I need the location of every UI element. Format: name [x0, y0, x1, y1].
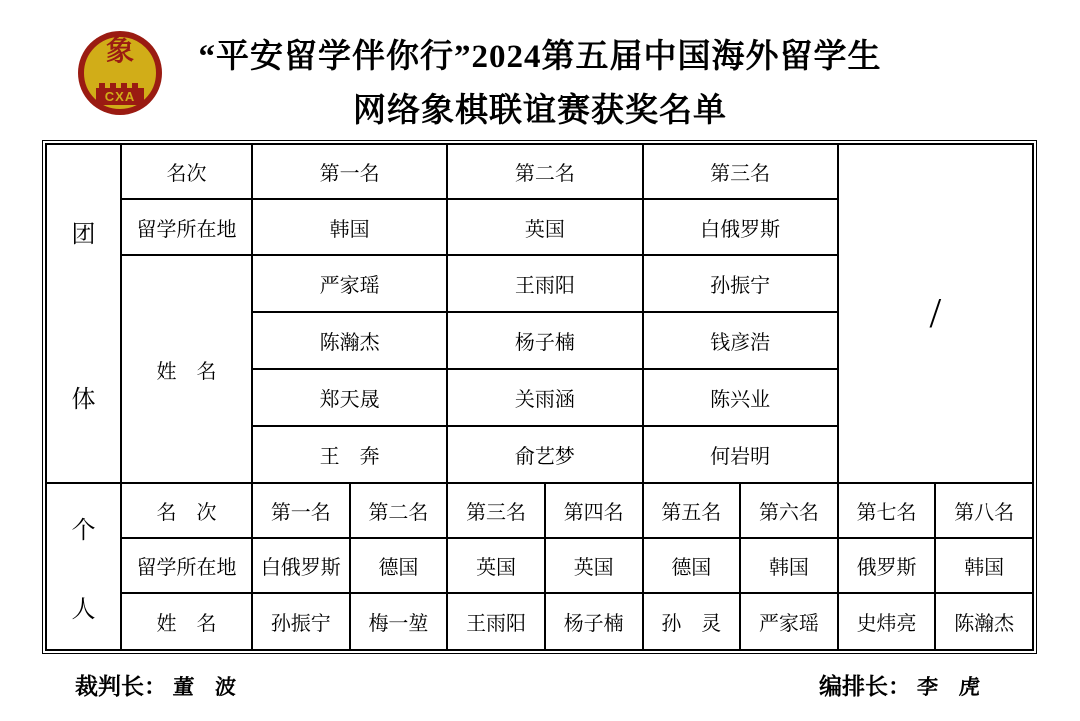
- team-member: 王 奔: [252, 426, 447, 483]
- individual-location: 英国: [545, 538, 643, 593]
- individual-winner: 孙 灵: [643, 593, 741, 650]
- individual-winner: 孙振宁: [252, 593, 350, 650]
- individual-rank: 第四名: [545, 483, 643, 538]
- awards-table: [45, 143, 1034, 651]
- individual-name-header: 姓 名: [121, 593, 252, 650]
- individual-rank: 第二名: [350, 483, 448, 538]
- individual-winner: 杨子楠: [545, 593, 643, 650]
- individual-label-char-1: 个: [71, 517, 96, 544]
- individual-winner: 梅一堃: [350, 593, 448, 650]
- team-label-char-2: 体: [71, 386, 96, 413]
- team-member: 郑天晟: [252, 369, 447, 426]
- individual-location-row: [46, 538, 1033, 593]
- arranger-signature: [819, 668, 980, 701]
- team-rank-row: [46, 144, 1033, 199]
- team-member: 严家瑶: [252, 255, 447, 312]
- arranger-name: 李 虎: [916, 675, 981, 699]
- referee-name: 董 波: [172, 675, 237, 699]
- team-name-header: 姓 名: [121, 255, 252, 483]
- team-rank-1: 第一名: [252, 144, 447, 199]
- team-member: 何岩明: [643, 426, 838, 483]
- cxa-logo: [78, 31, 162, 115]
- team-member: 关雨涵: [447, 369, 642, 426]
- individual-rank: 第八名: [935, 483, 1033, 538]
- team-member: 俞艺梦: [447, 426, 642, 483]
- team-location-2: 英国: [447, 199, 642, 255]
- individual-rank: 第三名: [447, 483, 545, 538]
- individual-location: 俄罗斯: [838, 538, 936, 593]
- individual-rank-row: [46, 483, 1033, 538]
- individual-location: 白俄罗斯: [252, 538, 350, 593]
- team-label-char-1: 团: [71, 221, 96, 248]
- team-member: 陈兴业: [643, 369, 838, 426]
- team-location-header: 留学所在地: [121, 199, 252, 255]
- team-location-1: 韩国: [252, 199, 447, 255]
- team-location-3: 白俄罗斯: [643, 199, 838, 255]
- team-rank-3: 第三名: [643, 144, 838, 199]
- individual-rank: 第五名: [643, 483, 741, 538]
- document-footer: [0, 668, 1080, 701]
- team-rank-2: 第二名: [447, 144, 642, 199]
- individual-location: 韩国: [740, 538, 838, 593]
- team-member: 孙振宁: [643, 255, 838, 312]
- individual-winner: 王雨阳: [447, 593, 545, 650]
- individual-location: 英国: [447, 538, 545, 593]
- logo-org-text: CXA: [104, 89, 136, 104]
- individual-location-header: 留学所在地: [121, 538, 252, 593]
- individual-rank-header: 名 次: [121, 483, 252, 538]
- individual-names-row: [46, 593, 1033, 650]
- document-header: [0, 0, 1080, 140]
- xiangqi-symbol-icon: 象: [105, 36, 134, 67]
- team-section-label: [46, 144, 121, 483]
- team-empty-cell: /: [838, 144, 1033, 483]
- individual-section-label: [46, 483, 121, 650]
- page-title-line1: “平安留学伴你行”2024第五届中国海外留学生: [198, 39, 882, 75]
- individual-label-char-2: 人: [71, 596, 96, 623]
- team-member: 王雨阳: [447, 255, 642, 312]
- individual-winner: 陈瀚杰: [935, 593, 1033, 650]
- individual-winner: 严家瑶: [740, 593, 838, 650]
- referee-label: 裁判长：: [75, 674, 167, 699]
- individual-location: 德国: [643, 538, 741, 593]
- individual-rank: 第一名: [252, 483, 350, 538]
- referee-signature: [75, 668, 236, 701]
- individual-rank: 第七名: [838, 483, 936, 538]
- individual-rank: 第六名: [740, 483, 838, 538]
- team-member: 钱彦浩: [643, 312, 838, 369]
- awards-table-border: [42, 140, 1037, 654]
- individual-winner: 史炜亮: [838, 593, 936, 650]
- team-member: 陈瀚杰: [252, 312, 447, 369]
- individual-location: 德国: [350, 538, 448, 593]
- page-title-line2: 网络象棋联谊赛获奖名单: [353, 93, 727, 129]
- great-wall-banner-icon: [96, 88, 144, 105]
- team-member: 杨子楠: [447, 312, 642, 369]
- team-rank-header: 名次: [121, 144, 252, 199]
- individual-location: 韩国: [935, 538, 1033, 593]
- arranger-label: 编排长：: [819, 674, 911, 699]
